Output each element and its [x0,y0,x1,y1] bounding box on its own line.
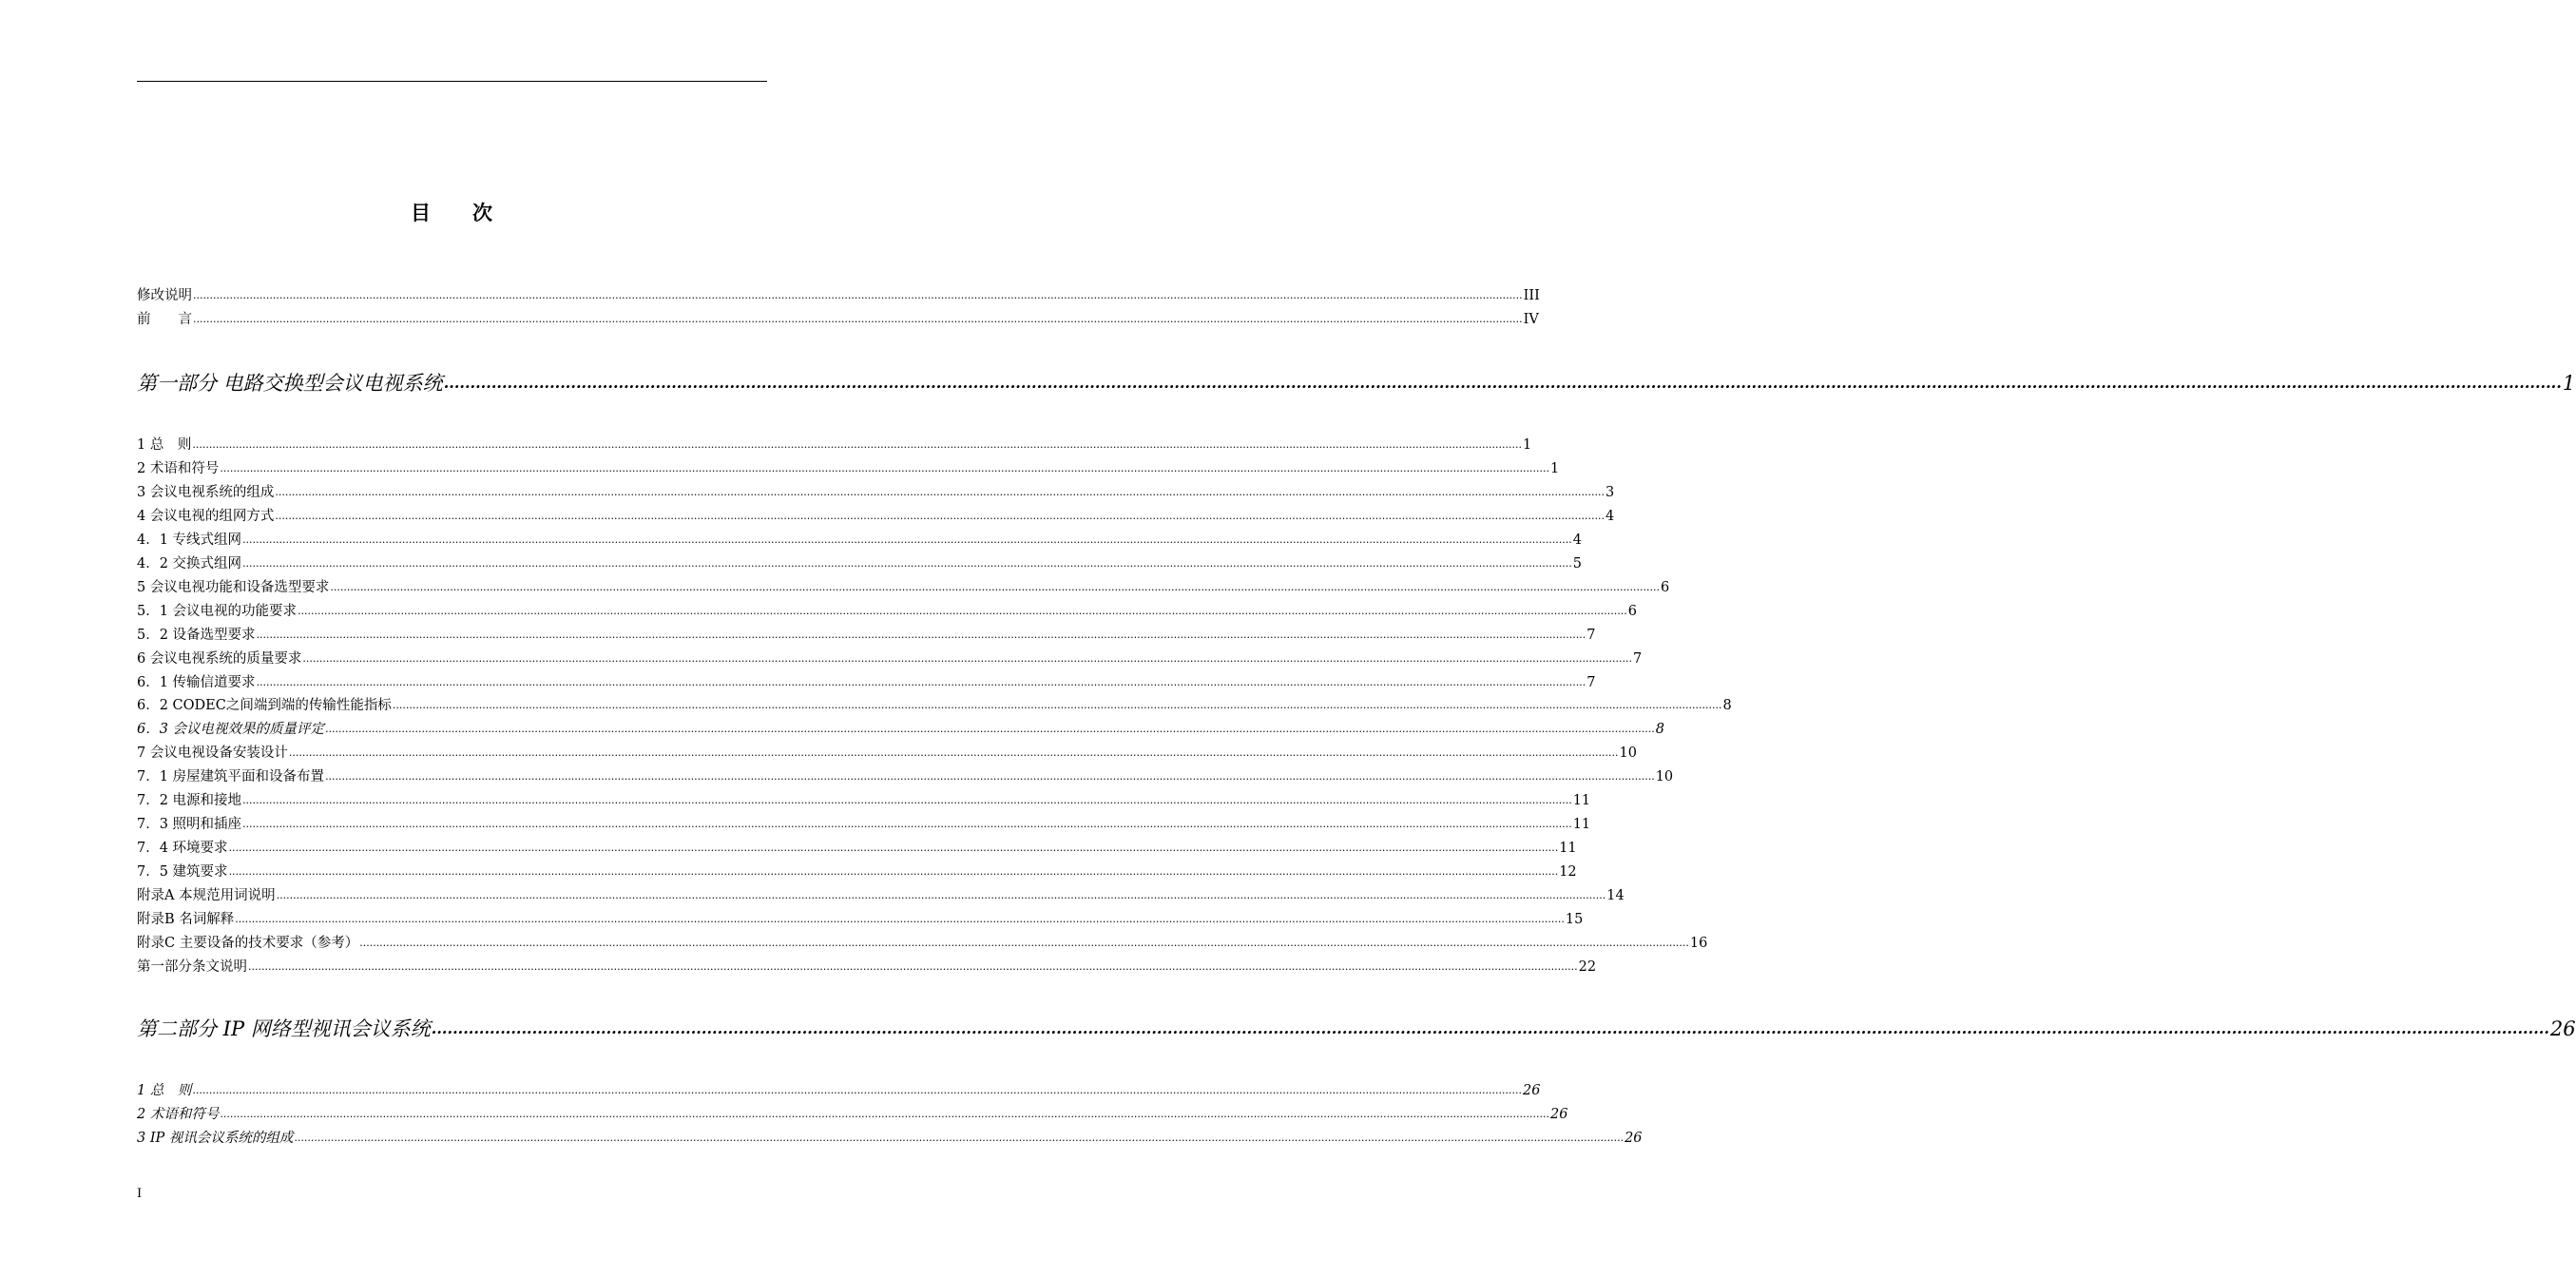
dot-leader: ................................................................................................................................................................................................................................................................................................................................................................................................................ [192,1084,1522,1096]
toc-entry-page: 26 [1549,1107,1568,1122]
toc-entry-page: 7 [1586,628,1596,643]
dot-leader: ................................................................................................................................................................................................................................................................................................................................................................................................................ [431,1019,2549,1037]
dot-leader: ................................................................................................................................................................................................................................................................................................................................................................................................................ [242,533,1572,546]
toc-entry-page: 26 [2549,1017,2576,1040]
toc-entry[interactable] [137,602,1637,621]
dot-leader: ................................................................................................................................................................................................................................................................................................................................................................................................................ [275,486,1605,498]
toc-entry[interactable] [137,1129,1643,1148]
toc-title: 目次 [411,201,534,224]
toc-entry-page: 26 [1522,1083,1541,1098]
dot-leader: ................................................................................................................................................................................................................................................................................................................................................................................................................ [242,794,1572,806]
dot-leader: ................................................................................................................................................................................................................................................................................................................................................................................................................ [325,723,1655,735]
toc-entry-label: 5．1 会议电视的功能要求 [137,604,298,619]
dot-leader: ................................................................................................................................................................................................................................................................................................................................................................................................................ [392,699,1722,711]
dot-leader: ................................................................................................................................................................................................................................................................................................................................................................................................................ [220,1108,1549,1120]
toc-entry[interactable] [137,767,1674,786]
toc-entry-label: 第二部分 IP 网络型视讯会议系统 [137,1017,431,1040]
toc-entry-page: 11 [1559,841,1577,856]
dot-leader: ................................................................................................................................................................................................................................................................................................................................................................................................................ [228,865,1559,878]
toc-entry-page: 22 [1578,959,1597,975]
toc-entry-page: 8 [1722,698,1732,713]
toc-entry-label: 7．5 建筑要求 [137,864,228,880]
dot-leader: ................................................................................................................................................................................................................................................................................................................................................................................................................ [193,313,1523,325]
toc-entry[interactable] [137,791,1591,810]
part-heading[interactable] [137,1015,2576,1043]
toc-entry[interactable] [137,507,1615,526]
dot-leader: ................................................................................................................................................................................................................................................................................................................................................................................................................ [193,289,1523,301]
toc-entry-label: 5．2 设备选型要求 [137,628,256,643]
toc-entry-label: 2 术语和符号 [137,461,220,476]
toc-entry-label: 前 言 [137,312,192,327]
dot-leader: ................................................................................................................................................................................................................................................................................................................................................................................................................ [235,913,1565,925]
toc-entry-page: 11 [1572,793,1591,808]
toc-entry-label: 7．3 照明和插座 [137,817,242,832]
toc-entry-label: 4．2 交换式组网 [137,556,242,571]
toc-entry-label: 4 会议电视的组网方式 [137,509,275,524]
dot-leader: ................................................................................................................................................................................................................................................................................................................................................................................................................ [220,462,1549,474]
toc-entry-label: 3 会议电视系统的组成 [137,485,275,500]
toc-entry-page: 1 [1522,437,1532,453]
toc-entry-label: 6．2 CODEC之间端到端的传输性能指标 [137,698,392,713]
toc-entry-page: 6 [1660,580,1670,595]
part-heading[interactable] [137,369,2576,397]
toc-entry-label: 第一部分 电路交换型会议电视系统 [137,372,443,395]
toc-entry[interactable] [137,649,1643,668]
toc-entry[interactable] [137,1105,1568,1124]
toc-entry[interactable] [137,310,1539,329]
toc-entry-page: 26 [1624,1131,1643,1146]
toc-entry[interactable] [137,554,1582,573]
page-number: I [137,1187,143,1201]
toc-entry-page: 4 [1605,509,1615,524]
toc-entry-page: 7 [1586,675,1596,690]
toc-entry[interactable] [137,696,1732,715]
toc-entry[interactable] [137,483,1615,502]
toc-entry-page: 8 [1655,722,1664,737]
toc-entry-page: III [1523,288,1540,303]
toc-entry[interactable] [137,436,1532,455]
toc-entry-page: 16 [1689,936,1708,951]
toc-entry[interactable] [137,934,1708,953]
toc-entry-label: 修改说明 [137,288,192,303]
toc-entry-label: 6 会议电视系统的质量要求 [137,651,302,667]
toc-entry-page: 4 [1572,532,1582,548]
dot-leader: ................................................................................................................................................................................................................................................................................................................................................................................................................ [242,557,1572,570]
toc-entry-label: 2 术语和符号 [137,1107,220,1122]
toc-entry-page: 5 [1572,556,1582,571]
toc-entry[interactable] [137,886,1624,905]
toc-entry-page: IV [1523,312,1539,327]
dot-leader: ................................................................................................................................................................................................................................................................................................................................................................................................................ [443,374,2562,392]
toc-entry[interactable] [137,1081,1541,1100]
toc-entry[interactable] [137,720,1664,739]
toc-entry[interactable] [137,459,1560,478]
dot-leader: ................................................................................................................................................................................................................................................................................................................................................................................................................ [325,770,1655,783]
toc-entry-label: 6．3 会议电视效果的质量评定 [137,722,325,737]
toc-entry-page: 6 [1627,604,1637,619]
toc-entry-page: 3 [1605,485,1615,500]
toc-entry-label: 5 会议电视功能和设备选型要求 [137,580,330,595]
toc-entry-label: 7．4 环境要求 [137,841,228,856]
toc-entry-label: 6．1 传输信道要求 [137,675,256,690]
toc-entry-label: 7．2 电源和接地 [137,793,242,808]
toc-entry-label: 1 总 则 [137,437,192,453]
dot-leader: ................................................................................................................................................................................................................................................................................................................................................................................................................ [242,818,1572,830]
toc-entry-label: 4．1 专线式组网 [137,532,242,548]
dot-leader: ................................................................................................................................................................................................................................................................................................................................................................................................................ [256,676,1586,688]
toc-entry-page: 15 [1565,912,1584,927]
dot-leader: ................................................................................................................................................................................................................................................................................................................................................................................................................ [276,889,1606,901]
toc-entry-page: 10 [1619,746,1637,761]
dot-leader: ................................................................................................................................................................................................................................................................................................................................................................................................................ [302,652,1632,665]
toc-entry-label: 7．1 房屋建筑平面和设备布置 [137,769,325,784]
toc-entry-page: 10 [1655,769,1674,784]
toc-entry-label: 1 总 则 [137,1083,192,1098]
toc-entry-page: 12 [1559,864,1577,880]
toc-entry[interactable] [137,862,1577,881]
toc-entry[interactable] [137,744,1637,763]
dot-leader: ................................................................................................................................................................................................................................................................................................................................................................................................................ [288,746,1619,759]
dot-leader: ................................................................................................................................................................................................................................................................................................................................................................................................................ [294,1132,1624,1144]
dot-leader: ................................................................................................................................................................................................................................................................................................................................................................................................................ [298,605,1627,617]
toc-entry[interactable] [137,578,1670,597]
dot-leader: ................................................................................................................................................................................................................................................................................................................................................................................................................ [248,960,1578,973]
dot-leader: ................................................................................................................................................................................................................................................................................................................................................................................................................ [228,842,1559,854]
header-rule [137,81,767,82]
toc-entry-label: 3 IP 视讯会议系统的组成 [137,1131,294,1146]
toc-entry[interactable] [137,286,1540,305]
toc-entry-label: 附录A 本规范用词说明 [137,888,276,903]
toc-entry-label: 7 会议电视设备安装设计 [137,746,288,761]
dot-leader: ................................................................................................................................................................................................................................................................................................................................................................................................................ [192,438,1522,451]
toc-entry[interactable] [137,958,1597,977]
toc-entry-page: 1 [1549,461,1560,476]
dot-leader: ................................................................................................................................................................................................................................................................................................................................................................................................................ [275,510,1605,522]
toc-entry[interactable] [137,839,1577,858]
dot-leader: ................................................................................................................................................................................................................................................................................................................................................................................................................ [256,629,1586,641]
toc-entry[interactable] [137,910,1584,929]
toc-entry[interactable] [137,626,1596,645]
toc-entry[interactable] [137,531,1582,550]
toc-entry-label: 附录B 名词解释 [137,912,235,927]
toc-entry-page: 11 [1572,817,1591,832]
toc-entry[interactable] [137,815,1591,834]
dot-leader: ................................................................................................................................................................................................................................................................................................................................................................................................................ [359,937,1689,949]
toc-entry[interactable] [137,673,1596,692]
toc-entry-page: 7 [1632,651,1643,667]
toc-entry-label: 附录C 主要设备的技术要求（参考） [137,936,359,951]
toc-entry-page: 14 [1606,888,1624,903]
toc-entry-page: 1 [2562,372,2576,395]
toc-entry-label: 第一部分条文说明 [137,959,247,975]
dot-leader: ................................................................................................................................................................................................................................................................................................................................................................................................................ [330,581,1660,593]
